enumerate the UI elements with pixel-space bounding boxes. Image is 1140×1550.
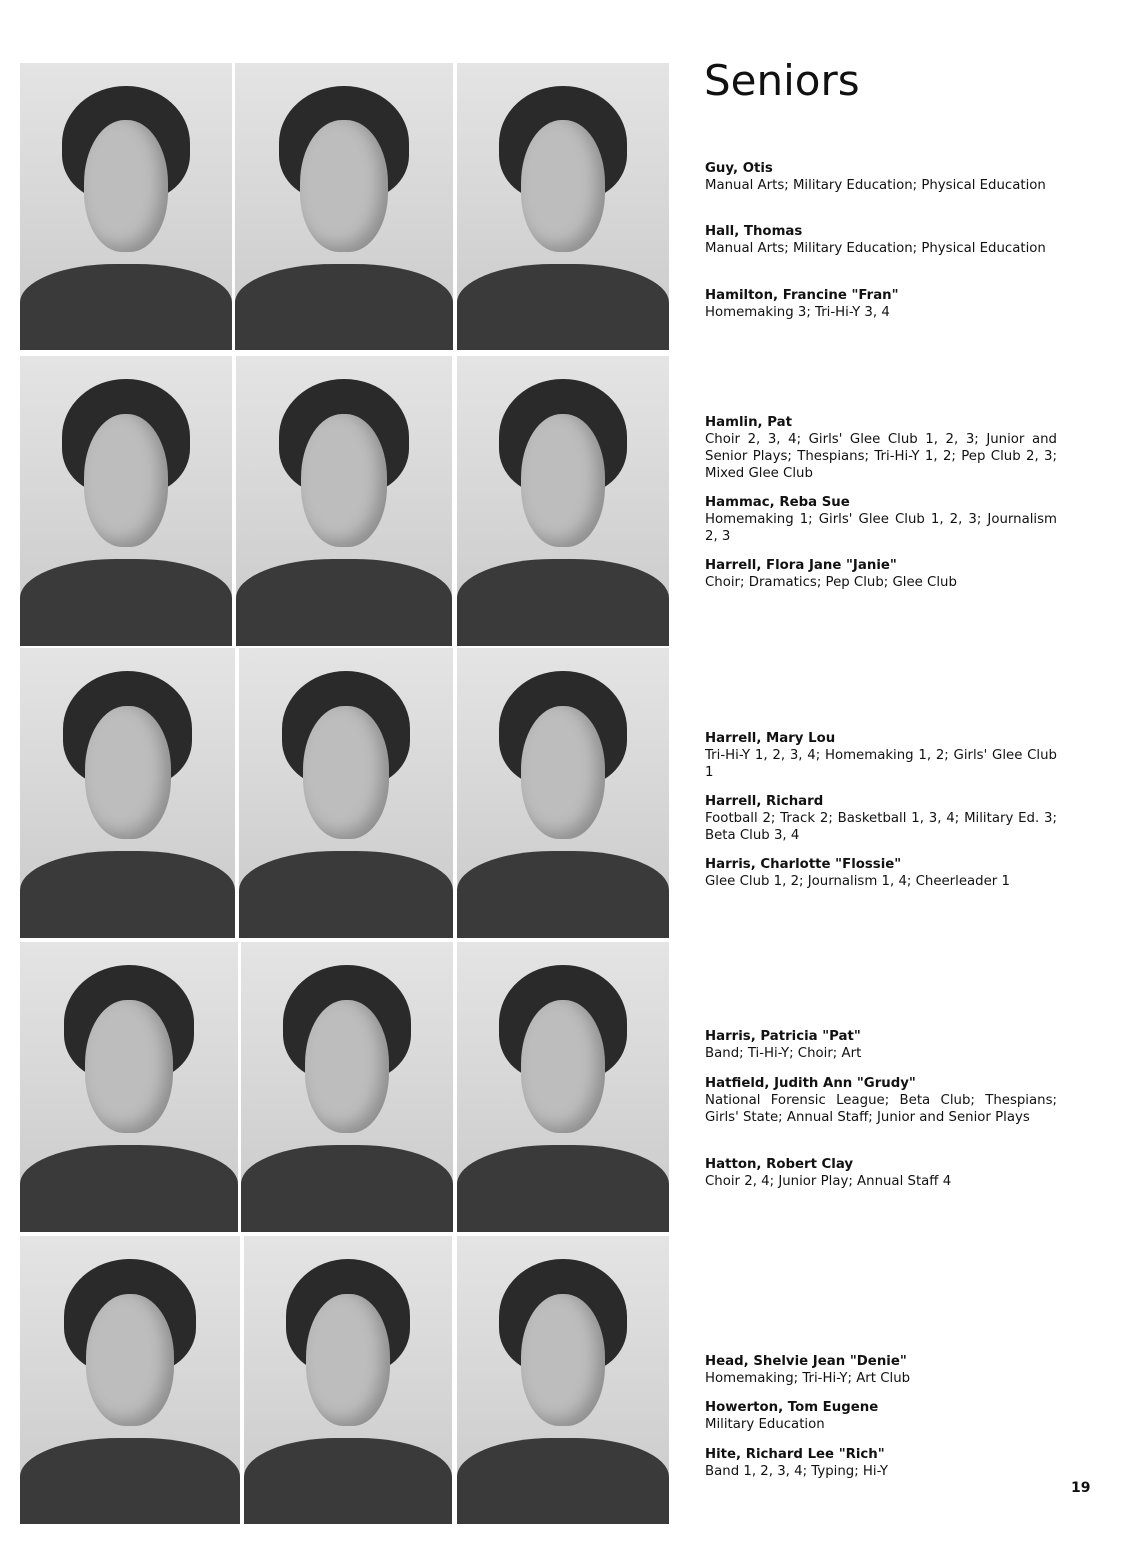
senior-name: Hamlin, Pat	[705, 415, 792, 430]
senior-entry	[705, 414, 1057, 482]
senior-activities: Glee Club 1, 2; Journalism 1, 4; Cheerleader 1	[705, 874, 1010, 889]
portrait-photo	[20, 356, 232, 646]
senior-name: Hatfield, Judith Ann "Grudy"	[705, 1076, 916, 1091]
senior-activities: Band 1, 2, 3, 4; Typing; Hi-Y	[705, 1464, 888, 1479]
senior-entry	[705, 793, 1057, 844]
senior-name: Harrell, Mary Lou	[705, 731, 836, 746]
portrait-photo	[20, 1236, 240, 1524]
portrait-photo	[244, 1236, 452, 1524]
senior-name: Harrell, Richard	[705, 794, 824, 809]
senior-entry	[705, 160, 1057, 194]
senior-name: Hall, Thomas	[705, 224, 803, 239]
senior-name: Hite, Richard Lee "Rich"	[705, 1447, 885, 1462]
senior-entry	[705, 1156, 1057, 1190]
portrait-photo	[457, 63, 669, 350]
senior-entry	[705, 1446, 1057, 1480]
senior-entry	[705, 1028, 1057, 1062]
page-title: Seniors	[704, 56, 860, 105]
senior-entry	[705, 1075, 1057, 1126]
portrait-photo	[235, 63, 453, 350]
senior-name: Hatton, Robert Clay	[705, 1157, 854, 1172]
senior-entry	[705, 1353, 1057, 1387]
portrait-photo	[20, 63, 232, 350]
portrait-photo	[236, 356, 452, 646]
senior-activities: Homemaking 3; Tri-Hi-Y 3, 4	[705, 305, 890, 320]
page-number: 19	[1071, 1480, 1091, 1496]
senior-entry	[705, 494, 1057, 545]
senior-entry	[705, 287, 1057, 321]
senior-name: Harris, Charlotte "Flossie"	[705, 857, 902, 872]
senior-name: Guy, Otis	[705, 161, 773, 176]
senior-activities: Homemaking 1; Girls' Glee Club 1, 2, 3; Journalism 2, 3	[705, 512, 1057, 544]
senior-name: Harris, Patricia "Pat"	[705, 1029, 861, 1044]
senior-name: Hamilton, Francine "Fran"	[705, 288, 899, 303]
portrait-photo	[20, 648, 235, 938]
senior-entry	[705, 856, 1057, 890]
portrait-photo	[457, 356, 669, 646]
senior-activities: Football 2; Track 2; Basketball 1, 3, 4; Military Ed. 3; Beta Club 3, 4	[705, 811, 1057, 843]
portrait-photo	[457, 1236, 669, 1524]
senior-entry	[705, 1399, 1057, 1433]
senior-activities: Choir; Dramatics; Pep Club; Glee Club	[705, 575, 957, 590]
portrait-photo	[239, 648, 453, 938]
senior-activities: Homemaking; Tri-Hi-Y; Art Club	[705, 1371, 911, 1386]
senior-activities: National Forensic League; Beta Club; Thespians; Girls' State; Annual Staff; Junior and Senior Plays	[705, 1093, 1057, 1125]
portrait-photo	[20, 942, 238, 1232]
senior-activities: Manual Arts; Military Education; Physical Education	[705, 178, 1046, 193]
portrait-photo	[457, 648, 669, 938]
senior-name: Harrell, Flora Jane "Janie"	[705, 558, 897, 573]
senior-activities: Military Education	[705, 1417, 825, 1432]
senior-activities: Manual Arts; Military Education; Physical Education	[705, 241, 1046, 256]
senior-activities: Choir 2, 3, 4; Girls' Glee Club 1, 2, 3; Junior and Senior Plays; Thespians; Tri-Hi-Y 1, 2; Pep Club 2, 3; Mixed Glee Club	[705, 432, 1057, 481]
senior-name: Head, Shelvie Jean "Denie"	[705, 1354, 907, 1369]
senior-entry	[705, 557, 1057, 591]
senior-name: Hammac, Reba Sue	[705, 495, 850, 510]
senior-activities: Band; Ti-Hi-Y; Choir; Art	[705, 1046, 862, 1061]
senior-name: Howerton, Tom Eugene	[705, 1400, 879, 1415]
senior-entry	[705, 730, 1057, 781]
senior-activities: Choir 2, 4; Junior Play; Annual Staff 4	[705, 1174, 952, 1189]
senior-entry	[705, 223, 1057, 257]
portrait-photo	[457, 942, 669, 1232]
portrait-photo	[241, 942, 453, 1232]
senior-activities: Tri-Hi-Y 1, 2, 3, 4; Homemaking 1, 2; Girls' Glee Club 1	[705, 748, 1057, 780]
